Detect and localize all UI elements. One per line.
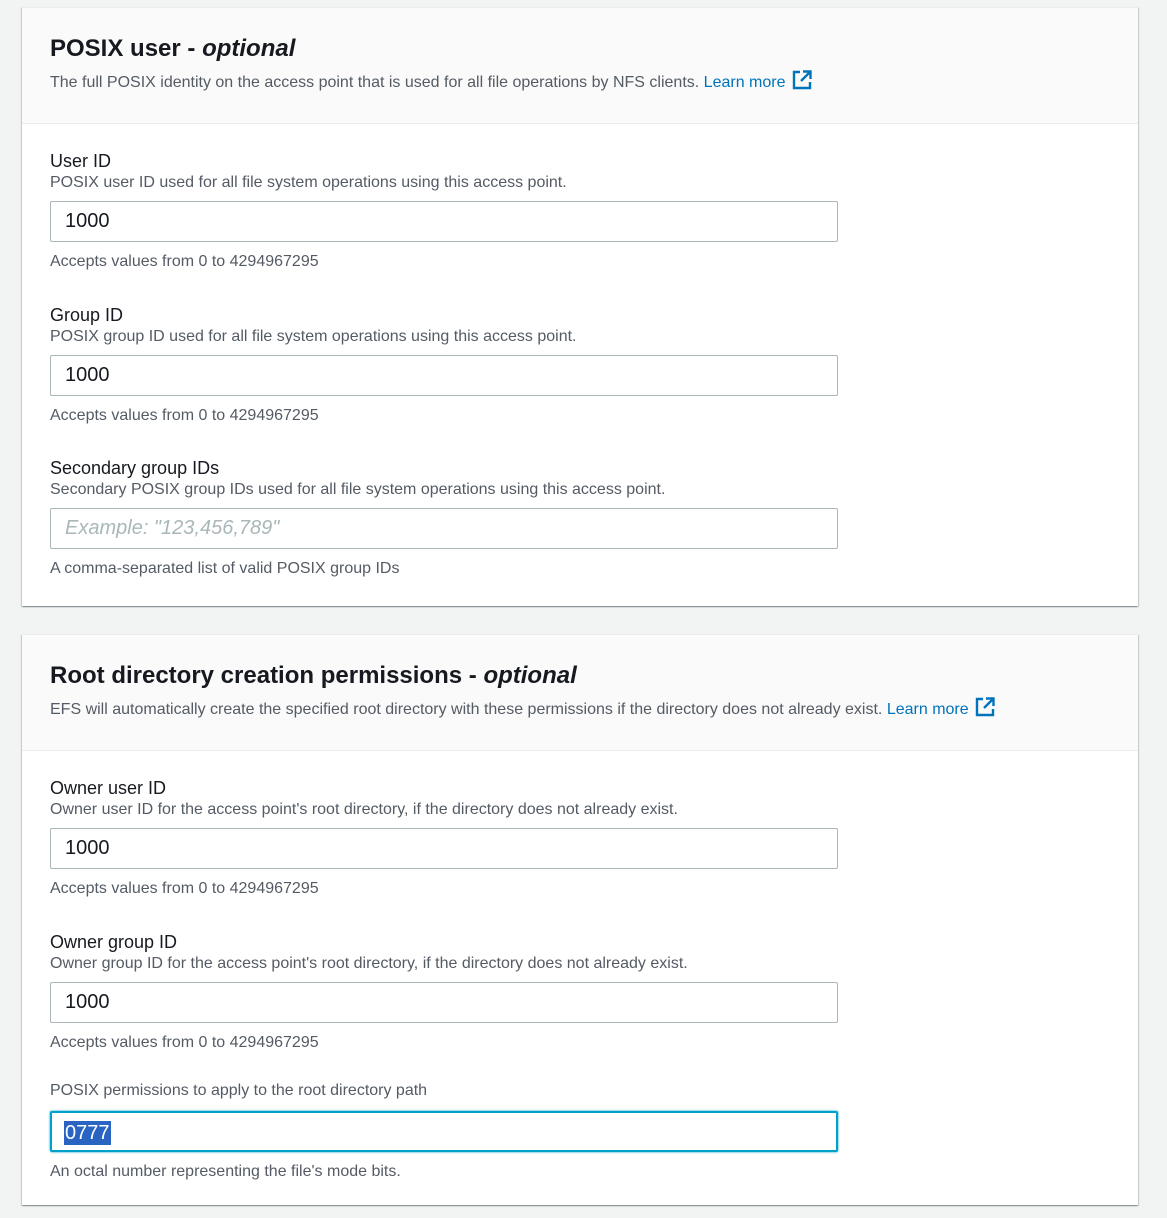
- root-directory-learn-more-link[interactable]: Learn more: [887, 701, 995, 718]
- posix-user-header: [22, 8, 1138, 124]
- root-directory-panel: [22, 634, 1138, 1205]
- secondary-group-ids-input[interactable]: [50, 508, 838, 549]
- posix-permissions-hint: An octal number representing the file's mode bits.: [50, 1163, 401, 1180]
- external-link-icon: [792, 70, 812, 97]
- optional-label: optional: [202, 35, 296, 62]
- root-directory-header: [22, 635, 1138, 751]
- posix-user-description: The full POSIX identity on the access point that is used for all file operations by NFS clients. Learn more: [50, 70, 1110, 97]
- owner-group-id-description: Owner group ID for the access point's root directory, if the directory does not already exist.: [50, 955, 688, 972]
- owner-group-id-hint: Accepts values from 0 to 4294967295: [50, 1034, 319, 1051]
- group-id-field: [50, 303, 850, 426]
- group-id-input[interactable]: [50, 355, 838, 396]
- owner-user-id-description: Owner user ID for the access point's root directory, if the directory does not already exist.: [50, 801, 678, 818]
- posix-permissions-label: POSIX permissions to apply to the root directory path: [50, 1082, 428, 1099]
- posix-user-learn-more-link[interactable]: Learn more: [704, 74, 812, 91]
- posix-user-panel: [22, 7, 1138, 606]
- owner-user-id-hint: Accepts values from 0 to 4294967295: [50, 880, 319, 897]
- owner-group-id-input[interactable]: [50, 982, 838, 1023]
- group-id-description: POSIX group ID used for all file system operations using this access point.: [50, 328, 577, 345]
- group-id-hint: Accepts values from 0 to 4294967295: [50, 407, 319, 424]
- owner-user-id-field: [50, 776, 850, 899]
- root-directory-description: EFS will automatically create the specified root directory with these permissions if the directory does not already exist. Learn more: [50, 697, 1110, 724]
- posix-permissions-selected-text: 0777: [65, 1122, 110, 1144]
- secondary-group-ids-description: Secondary POSIX group IDs used for all file system operations using this access point.: [50, 481, 666, 498]
- root-directory-title: Root directory creation permissions - optional: [50, 662, 577, 689]
- secondary-group-ids-field: [50, 456, 850, 579]
- posix-permissions-input[interactable]: [50, 1111, 838, 1152]
- group-id-label: Group ID: [50, 305, 124, 325]
- owner-group-id-label: Owner group ID: [50, 932, 178, 952]
- posix-user-title: POSIX user - optional: [50, 35, 296, 62]
- external-link-icon: [975, 697, 995, 724]
- user-id-hint: Accepts values from 0 to 4294967295: [50, 253, 319, 270]
- user-id-field: [50, 149, 850, 272]
- owner-user-id-input[interactable]: [50, 828, 838, 869]
- owner-group-id-field: [50, 930, 850, 1053]
- optional-label: optional: [483, 662, 577, 689]
- owner-user-id-label: Owner user ID: [50, 778, 167, 798]
- user-id-input[interactable]: [50, 201, 838, 242]
- user-id-description: POSIX user ID used for all file system operations using this access point.: [50, 174, 567, 191]
- posix-permissions-field: [50, 1079, 850, 1182]
- secondary-group-ids-hint: A comma-separated list of valid POSIX group IDs: [50, 560, 400, 577]
- user-id-label: User ID: [50, 151, 112, 171]
- secondary-group-ids-label: Secondary group IDs: [50, 458, 220, 478]
